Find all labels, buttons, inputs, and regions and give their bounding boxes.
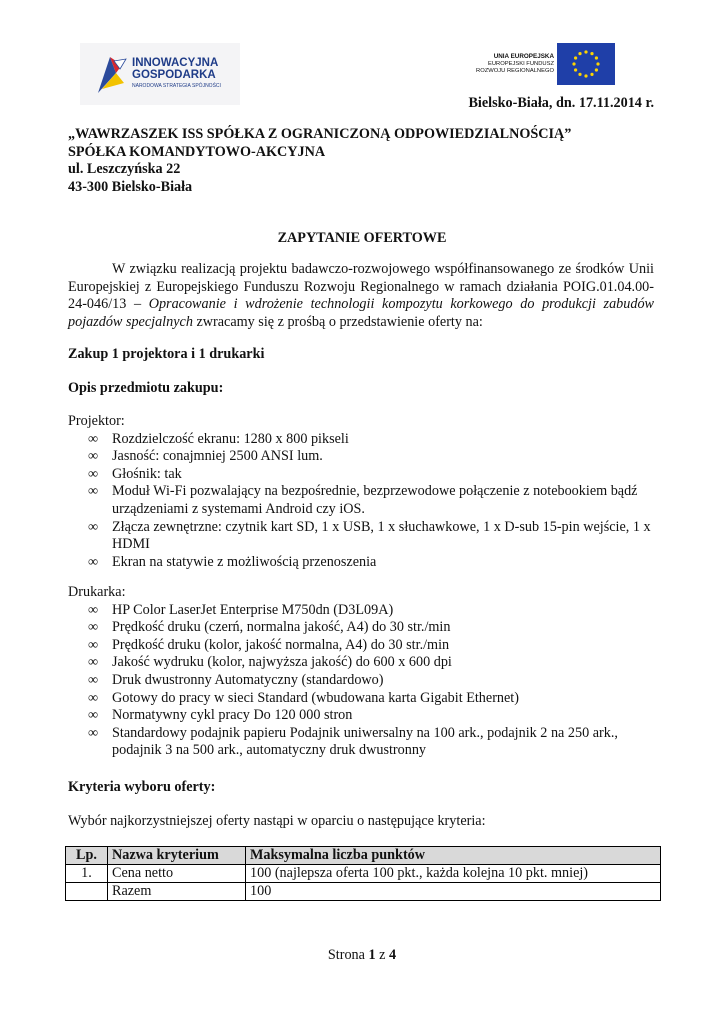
table-header-row	[66, 847, 661, 865]
infinity-bullet-icon: ∞	[88, 654, 99, 671]
infinity-bullet-icon: ∞	[88, 553, 99, 570]
company-street: ul. Leszczyńska 22	[68, 161, 181, 178]
list-item	[68, 725, 658, 760]
list-item-text: Druk dwustronny Automatyczny (standardowo)	[112, 671, 384, 688]
table-header-points: Maksymalna liczba punktów	[246, 847, 661, 865]
table-cell-lp	[66, 883, 108, 901]
logo-left-line2: GOSPODARKA	[132, 69, 216, 81]
list-item-text: Jasność: conajmniej 2500 ANSI lum.	[112, 448, 323, 465]
table-cell-name: Cena netto	[108, 865, 246, 883]
infinity-bullet-icon: ∞	[88, 724, 99, 741]
page-footer	[0, 947, 724, 965]
projector-spec-list	[68, 431, 658, 572]
infinity-bullet-icon: ∞	[88, 518, 99, 535]
infinity-bullet-icon: ∞	[88, 448, 99, 465]
list-item-text: Prędkość druku (czerń, normalna jakość, A4) do 30 str./min	[112, 619, 451, 636]
table-cell-points: 100 (najlepsza oferta 100 pkt., każda kolejna 10 pkt. mniej)	[246, 865, 661, 883]
infinity-bullet-icon: ∞	[88, 483, 99, 500]
printer-spec-list	[68, 602, 658, 760]
eu-logo-line1: UNIA EUROPEJSKA	[493, 53, 554, 60]
footer-page-number: 1	[368, 947, 376, 963]
printer-heading: Drukarka:	[68, 584, 126, 600]
projector-heading: Projektor:	[68, 413, 125, 429]
intro-text-1: W związku realizacją projektu badawczo-rozwojowego współfinansowanego ze środków Unii Europejskiej z Europejskiego Funduszu Rozwoju Regionalnego w ramach działania POIG.01.04.00-24-046/13 –	[68, 261, 654, 313]
table-cell-lp: 1.	[66, 865, 108, 883]
list-item	[68, 690, 658, 708]
list-item-text: Normatywny cykl pracy Do 120 000 stron	[112, 707, 353, 724]
infinity-bullet-icon: ∞	[88, 601, 99, 618]
list-item	[68, 519, 658, 554]
list-item-text: HP Color LaserJet Enterprise M750dn (D3L09A)	[112, 601, 394, 618]
table-row	[66, 865, 661, 883]
list-item	[68, 707, 658, 725]
list-item	[68, 431, 658, 449]
list-item-text: Ekran na statywie z możliwością przenoszenia	[112, 553, 377, 570]
table-row	[66, 883, 661, 901]
criteria-intro: Wybór najkorzystniejszej oferty nastąpi w oparciu o następujące kryteria:	[68, 813, 486, 829]
table-cell-points: 100	[246, 883, 661, 901]
infinity-bullet-icon: ∞	[88, 619, 99, 636]
list-item-text: Głośnik: tak	[112, 465, 182, 482]
infinity-bullet-icon: ∞	[88, 636, 99, 653]
footer-page-total: 4	[389, 947, 397, 963]
company-address	[68, 126, 571, 196]
list-item-text: Prędkość druku (kolor, jakość normalna, A4) do 30 str./min	[112, 636, 450, 653]
intro-text-2: zwracamy się z prośbą o przedstawienie oferty na:	[192, 313, 483, 330]
list-item	[68, 654, 658, 672]
description-heading: Opis przedmiotu zakupu:	[68, 380, 224, 396]
list-item-text: Rozdzielczość ekranu: 1280 x 800 pikseli	[112, 430, 349, 447]
list-item	[68, 672, 658, 690]
list-item	[68, 483, 658, 518]
eu-logo-line3: ROZWOJU REGIONALNEGO	[476, 68, 554, 74]
innowacyjna-gospodarka-logo	[80, 43, 240, 105]
infinity-bullet-icon: ∞	[88, 671, 99, 688]
criteria-table	[65, 846, 661, 901]
list-item-text: Złącza zewnętrzne: czytnik kart SD, 1 x USB, 1 x słuchawkowe, 1 x D-sub 15-pin wejście, 1 x HDMI	[112, 518, 651, 553]
eu-logo-line2: EUROPEJSKI FUNDUSZ	[487, 61, 554, 67]
eu-logo	[456, 43, 615, 85]
list-item	[68, 637, 658, 655]
document-date: Bielsko-Biała, dn. 17.11.2014 r.	[468, 95, 654, 111]
intro-project-title: Opracowanie i wdrożenie technologii kompozytu korkowego do produkcji zabudów pojazdów specjalnych	[68, 296, 655, 330]
infinity-bullet-icon: ∞	[88, 465, 99, 482]
table-cell-name: Razem	[108, 883, 246, 901]
subject-heading: Zakup 1 projektora i 1 drukarki	[68, 346, 265, 362]
logo-left-line3: NARODOWA STRATEGIA SPÓJNOŚCI	[132, 83, 221, 89]
criteria-heading: Kryteria wyboru oferty:	[68, 779, 216, 795]
logo-left-line1: INNOWACYJNA	[132, 57, 219, 69]
company-city: 43-300 Bielsko-Biała	[68, 178, 193, 195]
intro-paragraph	[68, 261, 654, 331]
list-item	[68, 448, 658, 466]
list-item-text: Gotowy do pracy w sieci Standard (wbudowana karta Gigabit Ethernet)	[112, 689, 519, 706]
eu-flag-icon	[557, 43, 615, 85]
list-item	[68, 602, 658, 620]
footer-mid: z	[375, 947, 389, 963]
printer-section	[68, 584, 658, 760]
list-item-text: Jakość wydruku (kolor, najwyższa jakość) do 600 x 600 dpi	[112, 654, 452, 671]
infinity-bullet-icon: ∞	[88, 430, 99, 447]
list-item	[68, 466, 658, 484]
table-header-name: Nazwa kryterium	[108, 847, 246, 865]
document-title: ZAPYTANIE OFERTOWE	[277, 230, 447, 246]
list-item-text: Standardowy podajnik papieru Podajnik uniwersalny na 100 ark., podajnik 2 na 250 ark., podajnik 3 na 500 ark., automatyczny druk dwustronny	[112, 724, 618, 759]
footer-prefix: Strona	[327, 947, 369, 963]
list-item	[68, 554, 658, 572]
list-item	[68, 619, 658, 637]
infinity-bullet-icon: ∞	[88, 689, 99, 706]
table-header-lp: Lp.	[66, 847, 108, 865]
company-form: SPÓŁKA KOMANDYTOWO-AKCYJNA	[68, 143, 326, 160]
company-name: „WAWRZASZEK ISS SPÓŁKA Z OGRANICZONĄ ODPOWIEDZIALNOŚCIĄ”	[68, 126, 572, 142]
projector-section	[68, 413, 658, 571]
list-item-text: Moduł Wi-Fi pozwalający na bezpośrednie, bezprzewodowe połączenie z notebookiem bądź urządzeniami z systemami Android czy iOS.	[112, 483, 638, 517]
infinity-bullet-icon: ∞	[88, 707, 99, 724]
